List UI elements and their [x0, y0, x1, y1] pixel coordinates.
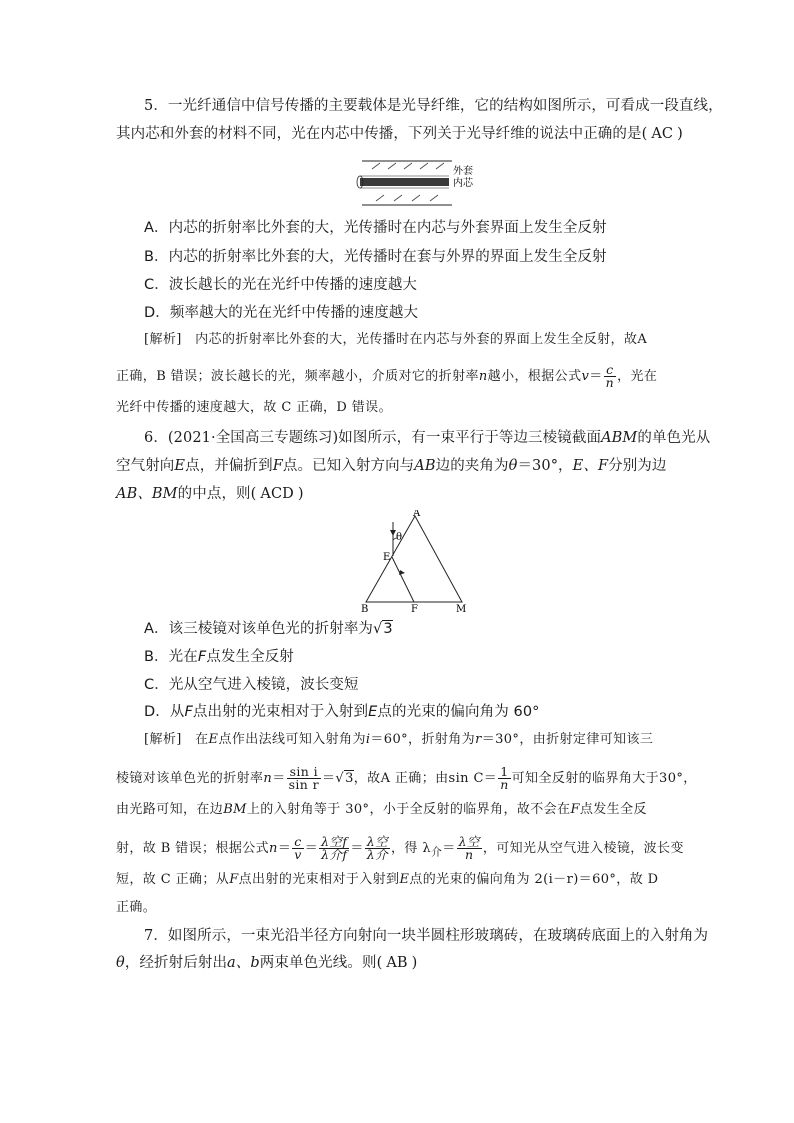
q6-prism-figure	[355, 510, 470, 614]
q6-s2f: 分别为边	[608, 458, 667, 474]
q6-e1-r: r	[475, 732, 482, 747]
q6-e2d: 可知全反射的临界角大于30°，	[511, 771, 697, 786]
q6-od-b: 点出射的光束相对于入射到	[192, 704, 369, 720]
prism-label-b: B	[361, 604, 369, 614]
q5-option-c-text: C．波长越长的光在光纤中传播的速度越大	[144, 277, 418, 293]
q6-frac-1n	[498, 766, 510, 791]
q5-option-d	[144, 303, 714, 323]
q5-stem-line1	[144, 96, 723, 116]
q6-explanation-line4	[116, 836, 686, 863]
q6-e1a: [解析] 在	[144, 732, 209, 747]
q6-e3-f: F	[570, 802, 580, 817]
q6-s2e: ＝30°，	[517, 458, 573, 474]
q6-s1b: 的单色光从	[637, 430, 711, 446]
q6-e2-eq: ＝	[272, 771, 286, 786]
q6-frac-ll	[365, 836, 390, 861]
q6-explanation-line3	[116, 800, 686, 820]
q6-e5-f: F	[229, 872, 239, 887]
q6-oa-sqrt: 3	[383, 621, 393, 637]
q6-frac-1n-den: n	[500, 777, 509, 792]
q6-e5-e: E	[399, 872, 410, 887]
q5-option-b	[144, 247, 714, 267]
prism-label-a: A	[413, 510, 421, 519]
q6-explanation-line2	[116, 764, 697, 792]
q6-frac-lf-num: λ空f	[321, 834, 348, 849]
q6-frac-sin-den: sin r	[288, 777, 320, 792]
q6-frac-cv-num: c	[292, 836, 303, 849]
q5-stem-text1: 5．一光纤通信中信号传播的主要载体是光导纤维，它的结构如图所示，可看成一段直线，	[144, 98, 723, 114]
q6-od-f: F	[184, 704, 193, 720]
q6-e2b: ＝√	[322, 771, 345, 786]
q5-option-a-text: A．内芯的折射率比外套的大，光传播时在内芯与外套界面上发生全反射	[144, 220, 607, 236]
q6-s1-abm: ABM	[601, 430, 638, 446]
q5-option-c	[144, 275, 714, 295]
q6-e4b: ，得 λ	[390, 841, 431, 856]
q6-e4-eq4: ＝	[442, 841, 456, 856]
q7-answer: AB	[386, 955, 408, 971]
q6-s2-theta: θ	[508, 458, 518, 474]
q6-ob-a: B．光在	[144, 649, 198, 665]
q7-s2b: 两束单色光线。则(	[259, 955, 383, 971]
q6-oa-text: A．该三棱镜对该单色光的折射率为	[144, 621, 374, 637]
q5-expl2-eq: ＝	[589, 369, 603, 384]
q6-frac-cv	[292, 836, 303, 861]
fiber-diagram	[352, 155, 482, 213]
q5-answer: AC	[651, 126, 674, 142]
q6-s2d: 边的夹角为	[435, 458, 509, 474]
q7-s2-theta: θ	[116, 955, 125, 971]
q6-e1c: ＝60°，折射角为	[370, 732, 476, 747]
q6-od-c: 点的光束的偏向角为 60°	[377, 704, 540, 720]
q6-oc-text: C．光从空气进入棱镜，波长变短	[144, 677, 359, 693]
q5-frac-num: c	[604, 364, 616, 377]
q6-e3a: 由光路可知，在边	[116, 802, 224, 817]
q6-explanation-line1	[144, 730, 686, 750]
q6-frac-ln-den: n	[465, 847, 474, 862]
q7-s2-ab: a、b	[227, 955, 260, 971]
q6-e4-eq2: ＝	[304, 841, 319, 856]
q6-od-a: D．从	[144, 704, 185, 720]
q5-frac-den: n	[605, 375, 615, 390]
q6-frac-cv-den: v	[294, 847, 302, 862]
q6-e6: 正确。	[116, 900, 157, 915]
q6-frac-ln	[457, 836, 482, 861]
q5-option-b-text: B．内芯的折射率比外套的大，光传播时在套与外界的界面上发生全反射	[144, 249, 607, 265]
q6-od-e: E	[368, 704, 378, 720]
q6-s2a: 空气射向	[116, 458, 175, 474]
q6-frac-lf-den: λ介f	[321, 847, 348, 862]
q6-s2b: 点，并偏折到	[185, 458, 273, 474]
q6-close-paren: )	[297, 486, 304, 502]
prism-label-e: E	[383, 552, 391, 563]
q6-stem-line2	[116, 456, 686, 476]
q6-s3-ab-bm: AB、BM	[116, 486, 178, 502]
q6-e4-n: n	[269, 841, 278, 856]
q6-e2-n: n	[263, 771, 273, 786]
q6-frac-ll-den: λ介	[366, 847, 388, 862]
q5-expl2-n: n	[478, 369, 488, 384]
q6-s3b: 的中点，则(	[177, 486, 257, 502]
q7-stem-line2	[116, 953, 686, 973]
q5-stem-line2	[116, 124, 686, 144]
q5-fiber-figure	[352, 155, 482, 213]
q5-option-d-text: D．频率越大的光在光纤中传播的速度越大	[144, 305, 419, 321]
q6-frac-sin-num: sin i	[287, 766, 321, 779]
q6-s2-ef: E、F	[572, 458, 609, 474]
q6-option-c	[144, 675, 714, 695]
q6-e5c: 点的光束的偏向角为 2(i－r)＝60°，故 D	[409, 872, 659, 887]
prism-label-theta: θ	[396, 532, 403, 543]
q6-e1b: 点作出法线可知入射角为	[218, 732, 366, 747]
q5-explanation-line3	[116, 398, 686, 418]
q6-e4-eq3: ＝	[350, 841, 364, 856]
q6-frac-sin	[287, 766, 321, 791]
prism-label-f: F	[411, 604, 418, 614]
q6-e5a: 短，故 C 正确；从	[116, 872, 230, 887]
q6-s2c: 点。已知入射方向与	[282, 458, 415, 474]
q6-stem-line1	[144, 428, 711, 448]
q6-option-d	[144, 702, 714, 722]
q5-expl2a: 正确，B 错误；波长越长的光，频率越小，介质对它的折射率	[116, 369, 479, 384]
q6-ob-b: 点发生全反射	[206, 649, 294, 665]
label-outer: 外套	[453, 166, 473, 177]
q6-explanation-line6	[116, 898, 686, 918]
q7-s1: 7．如图所示，一束光沿半径方向射向一块半圆柱形玻璃砖，在玻璃砖底面上的入射角为	[144, 928, 709, 944]
q6-explanation-line5	[116, 870, 686, 890]
q6-e2-sqrt: 3	[345, 771, 354, 786]
q5-explanation-line1	[144, 330, 686, 350]
q6-option-a	[144, 619, 714, 639]
q6-s2-f: F	[272, 458, 283, 474]
q6-e3c: 点发生全反	[579, 802, 647, 817]
q6-e1-i: i	[365, 732, 371, 747]
q5-expl2-v: v	[581, 369, 590, 384]
sqrt-symbol: √	[373, 621, 383, 637]
q5-option-a	[144, 218, 714, 238]
q6-e4a: 射，故 B 错误；根据公式	[116, 841, 270, 856]
q5-expl2b: 越小，根据公式	[487, 369, 582, 384]
q6-s2-e: E	[174, 458, 186, 474]
q6-ob-f: F	[197, 649, 207, 665]
q6-frac-lf	[319, 836, 349, 861]
q6-answer: ACD	[260, 486, 294, 502]
q6-e4c: ，可知光从空气进入棱镜，波长变	[482, 841, 684, 856]
q5-explanation-line2	[116, 364, 686, 389]
q5-expl2c: ，光在	[617, 369, 658, 384]
q6-frac-ll-num: λ空	[366, 834, 388, 849]
q5-close-paren: )	[677, 126, 683, 142]
prism-diagram	[355, 510, 470, 614]
q7-s2a: ，经折射后射出	[124, 955, 228, 971]
q5-frac-c-n	[604, 364, 616, 389]
q6-frac-ln-num: λ空	[458, 834, 480, 849]
q6-e5b: 点出射的光束相对于入射到	[238, 872, 400, 887]
q5-expl-text1: [解析] 内芯的折射率比外套的大，光传播时在内芯与外套的界面上发生全反射，故A	[144, 332, 648, 347]
q6-e2c: ，故A 正确；由	[353, 771, 449, 786]
q6-e1d: ＝30°，由折射定律可知该三	[481, 732, 654, 747]
q5-expl-text3: 光纤中传播的速度越大，故 C 正确，D 错误。	[116, 400, 392, 415]
q7-stem-line1	[144, 926, 709, 946]
q6-e3-bm: BM	[223, 802, 247, 817]
q6-e2-eq2: ＝	[483, 771, 498, 786]
q6-e4-eq: ＝	[277, 841, 292, 856]
q6-e3b: 上的入射角等于 30°，小于全反射的临界角，故不会在	[246, 802, 571, 817]
q6-s2-ab: AB	[414, 458, 436, 474]
q6-s1a: 6．(2021·全国高三专题练习)如图所示，有一束平行于等边三棱镜截面	[144, 430, 602, 446]
q6-e2a: 棱镜对该单色光的折射率	[116, 771, 264, 786]
q6-stem-line3	[116, 484, 686, 504]
q7-close-paren: )	[411, 955, 418, 971]
q6-e2-sinc: sin C	[448, 771, 484, 786]
q5-stem-text2: 其内芯和外套的材料不同，光在内芯中传播，下列关于光导纤维的说法中正确的是(	[116, 126, 648, 142]
prism-label-m: M	[456, 604, 467, 614]
q6-e1-e: E	[208, 732, 219, 747]
label-core: 内芯	[453, 178, 473, 189]
q6-option-b	[144, 647, 714, 667]
q6-frac-1n-num: 1	[498, 766, 510, 779]
q6-e4-sub: 介	[430, 845, 443, 859]
